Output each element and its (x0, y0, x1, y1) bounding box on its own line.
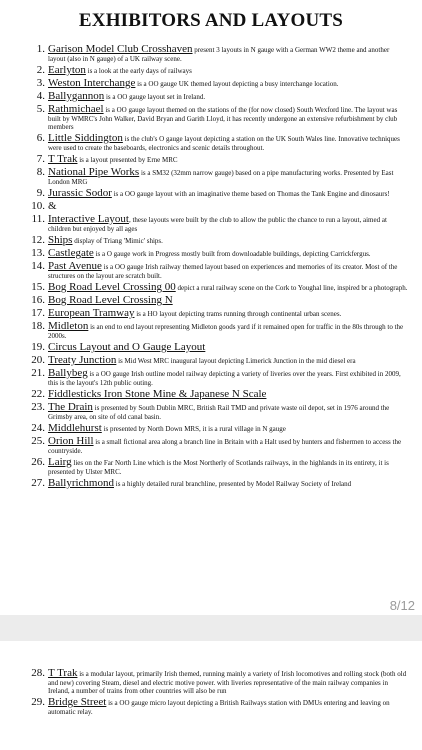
exhibitor-description: is a OO gauge layout set in Ireland. (104, 93, 206, 101)
exhibitor-item (23, 295, 408, 306)
exhibitor-description: is a OO gauge Irish railway themed layout based on experiences and memories of its creator. Most of the structures on the layout are scratch built. (48, 263, 398, 280)
item-text (48, 697, 408, 716)
exhibitor-description: is a OO gauge Irish outline model railway depicting a variety of liveries over the years. First exhibited in 2009, this is the layout's 12th public outing. (48, 370, 401, 387)
exhibitor-description: lies on the Far North Line which is the Most Northerly of Scotlands railways, in the highlands in its entirety, it is presented by Ulster MRC. (48, 459, 389, 476)
item-number: 1. (36, 43, 45, 55)
item-number: 12. (31, 234, 45, 246)
item-text (48, 478, 408, 489)
item-text (48, 423, 408, 434)
exhibitor-list (23, 44, 408, 491)
item-text (48, 261, 408, 280)
exhibitor-item (23, 436, 408, 455)
exhibitor-description: is a SM32 (32mm narrow gauge) based on a pipe manufacturing works. Presented by East London MRG (48, 169, 394, 186)
exhibitor-item (23, 78, 408, 89)
exhibitor-description: is a highly detailed rural branchline, presented by Model Railway Society of Ireland (114, 480, 352, 488)
item-number: 20. (31, 354, 45, 366)
exhibitor-description: depict a rural railway scene on the Cork to Youghal line, inspired br a photograph. (175, 284, 408, 292)
item-text (48, 457, 408, 476)
item-text (48, 402, 408, 421)
item-number: 9. (36, 187, 45, 199)
item-number: 4. (36, 90, 45, 102)
exhibitor-item (23, 402, 408, 421)
exhibitor-item (23, 261, 408, 280)
exhibitor-item (23, 167, 408, 186)
exhibitor-name: & (48, 200, 57, 212)
exhibitor-description: is a look at the early days of railways (85, 67, 192, 75)
exhibitor-name: Treaty Junction (48, 354, 117, 366)
exhibitor-name: Ballygannon (48, 90, 105, 102)
exhibitor-item (23, 478, 408, 489)
exhibitor-description: is a OO gauge UK themed layout depicting a busy interchange location. (135, 80, 339, 88)
exhibitor-item (23, 65, 408, 76)
item-number: 5. (36, 103, 45, 115)
exhibitor-name: Bog Road Level Crossing N (48, 294, 173, 306)
exhibitor-name: Fiddlesticks Iron Stone Mine & Japanese N Scale (48, 388, 267, 400)
item-number: 10. (31, 200, 45, 212)
item-number: 16. (31, 294, 45, 306)
item-text (48, 355, 408, 366)
exhibitor-name: Midleton (48, 320, 89, 332)
exhibitor-description: is the club's O gauge layout depicting a station on the UK South Wales line. Innovative techniques were used to create the baseboards, electronics and scenic details throughout. (48, 135, 400, 152)
item-text (48, 389, 408, 400)
exhibitor-description: is Mid West MRC inaugural layout depicting Limerick Junction in the mid diesel era (116, 357, 356, 365)
item-text (48, 133, 408, 152)
exhibitor-description: is an end to end layout representing Midleton goods yard if it remained open for traffic in the 80s through to the 2000s. (48, 323, 404, 340)
item-number: 6. (36, 132, 45, 144)
exhibitor-list-continued (23, 668, 408, 718)
item-text (48, 201, 408, 212)
item-number: 29. (31, 696, 45, 708)
exhibitor-name: National Pipe Works (48, 166, 140, 178)
item-number: 11. (31, 213, 45, 225)
exhibitor-item (23, 44, 408, 63)
exhibitor-name: T Trak (48, 153, 78, 165)
exhibitor-item (23, 154, 408, 165)
item-number: 13. (31, 247, 45, 259)
exhibitor-item (23, 423, 408, 434)
exhibitor-description: is a OO gauge layout with an imaginative theme based on Thomas the Tank Engine and dinosaurs! (111, 190, 390, 198)
exhibitor-item (23, 133, 408, 152)
exhibitor-description: is a O gauge work in Progress mostly built from downloadable buildings, depicting Carrickfergus. (93, 250, 371, 258)
exhibitor-name: Garison Model Club Crosshaven (48, 43, 193, 55)
item-text (48, 154, 408, 165)
exhibitor-item (23, 201, 408, 212)
exhibitor-name: T Trak (48, 667, 78, 679)
exhibitor-name: Past Avenue (48, 260, 102, 272)
item-text (48, 235, 408, 246)
exhibitor-description: present 3 layouts in N gauge with a German WW2 theme and another layout (also in N gauge) of a UK railway scene. (48, 46, 390, 63)
exhibitor-item (23, 214, 408, 233)
exhibitor-description: , these layouts were built by the club to allow the public the chance to run a layout, aimed at children but enjoyed by all ages (48, 216, 387, 233)
exhibitor-name: Lairg (48, 456, 72, 468)
item-number: 15. (31, 281, 45, 293)
exhibitor-item (23, 697, 408, 716)
exhibitor-name: Weston Interchange (48, 77, 136, 89)
exhibitor-item (23, 355, 408, 366)
item-number: 2. (36, 64, 45, 76)
item-text (48, 44, 408, 63)
item-number: 27. (31, 477, 45, 489)
page-indicator: 8/12 (389, 598, 415, 613)
item-number: 26. (31, 456, 45, 468)
exhibitor-name: Little Siddington (48, 132, 123, 144)
exhibitor-item (23, 389, 408, 400)
item-text (48, 282, 408, 293)
exhibitor-item (23, 308, 408, 319)
item-text (48, 248, 408, 259)
exhibitor-name: Ballyrichmond (48, 477, 114, 489)
exhibitor-item (23, 668, 408, 695)
exhibitor-item (23, 104, 408, 131)
item-number: 3. (36, 77, 45, 89)
item-number: 28. (31, 667, 45, 679)
exhibitor-name: Earlyton (48, 64, 86, 76)
exhibitor-item (23, 342, 408, 353)
exhibitor-name: Middlehurst (48, 422, 102, 434)
exhibitor-name: Jurassic Sodor (48, 187, 112, 199)
exhibitor-item (23, 321, 408, 340)
item-text (48, 78, 408, 89)
exhibitor-item (23, 188, 408, 199)
item-number: 23. (31, 401, 45, 413)
page-title: EXHIBITORS AND LAYOUTS (78, 10, 344, 31)
exhibitor-description: is a layout presented by Erne MRC (77, 156, 178, 164)
exhibitor-name: Interactive Layout (48, 213, 129, 225)
exhibitor-name: Rathmichael (48, 103, 104, 115)
item-text (48, 214, 408, 233)
item-number: 17. (31, 307, 45, 319)
item-number: 19. (31, 341, 45, 353)
exhibitor-item (23, 368, 408, 387)
item-text (48, 342, 408, 353)
exhibitor-name: Ballybeg (48, 367, 88, 379)
exhibitor-name: Castlegate (48, 247, 94, 259)
item-text (48, 167, 408, 186)
exhibitor-description: is a small fictional area along a branch line in Britain with a Halt used by hunters and fishermen to access the countryside. (48, 438, 402, 455)
item-number: 25. (31, 435, 45, 447)
exhibitor-name: European Tramway (48, 307, 135, 319)
item-number: 18. (31, 320, 45, 332)
item-text (48, 368, 408, 387)
exhibitor-description: is a HO layout depicting trams running through continental urban scenes. (134, 310, 342, 318)
item-number: 21. (31, 367, 45, 379)
exhibitor-description: is presented by South Dublin MRC, British Rail TMD and private waste oil depot, set in 1976 around the Grimsby area, on site of old canal basin. (48, 404, 390, 421)
item-text (48, 91, 408, 102)
exhibitor-description: is a OO gauge micro layout depicting a British Railways station with DMUs entering and leaving on automatic relay. (48, 699, 390, 716)
exhibitor-item (23, 457, 408, 476)
item-text (48, 65, 408, 76)
exhibitor-name: Ships (48, 234, 73, 246)
exhibitor-item (23, 282, 408, 293)
exhibitor-description: display of Triang 'Mimic' ships. (72, 237, 163, 245)
exhibitor-item (23, 248, 408, 259)
item-text (48, 188, 408, 199)
exhibitor-description: is a modular layout, primarily Irish themed, running mainly a variety of Irish locomotives and rolling stock (both old and new) covering Steam, diesel and electric motive power. with liveries representative of the main railway companies in Ireland, a number of trains from other countries will also be run (48, 670, 407, 695)
document-page-2 (0, 641, 422, 750)
item-text (48, 295, 408, 306)
item-text (48, 104, 408, 131)
exhibitor-description: is a OO gauge layout themed on the stations of the (for now closed) South Wexford line. The layout was built by WMRC's John Walker, David Bryan and Garith Lloyd, it has recently undergone an extensive refurbishment by club members (48, 106, 398, 131)
item-number: 14. (31, 260, 45, 272)
item-text (48, 436, 408, 455)
item-number: 22. (31, 388, 45, 400)
item-number: 7. (36, 153, 45, 165)
exhibitor-name: Bog Road Level Crossing 00 (48, 281, 176, 293)
exhibitor-item (23, 235, 408, 246)
exhibitor-name: Circus Layout and O Gauge Layout (48, 341, 206, 353)
exhibitor-name: The Drain (48, 401, 93, 413)
exhibitor-item (23, 91, 408, 102)
item-text (48, 321, 408, 340)
exhibitor-name: Orion Hill (48, 435, 94, 447)
exhibitor-name: Bridge Street (48, 696, 107, 708)
item-number: 8. (36, 166, 45, 178)
item-text (48, 668, 408, 695)
exhibitor-description: is presented by North Down MRS, it is a rural village in N gauge (101, 425, 286, 433)
item-number: 24. (31, 422, 45, 434)
item-text (48, 308, 408, 319)
